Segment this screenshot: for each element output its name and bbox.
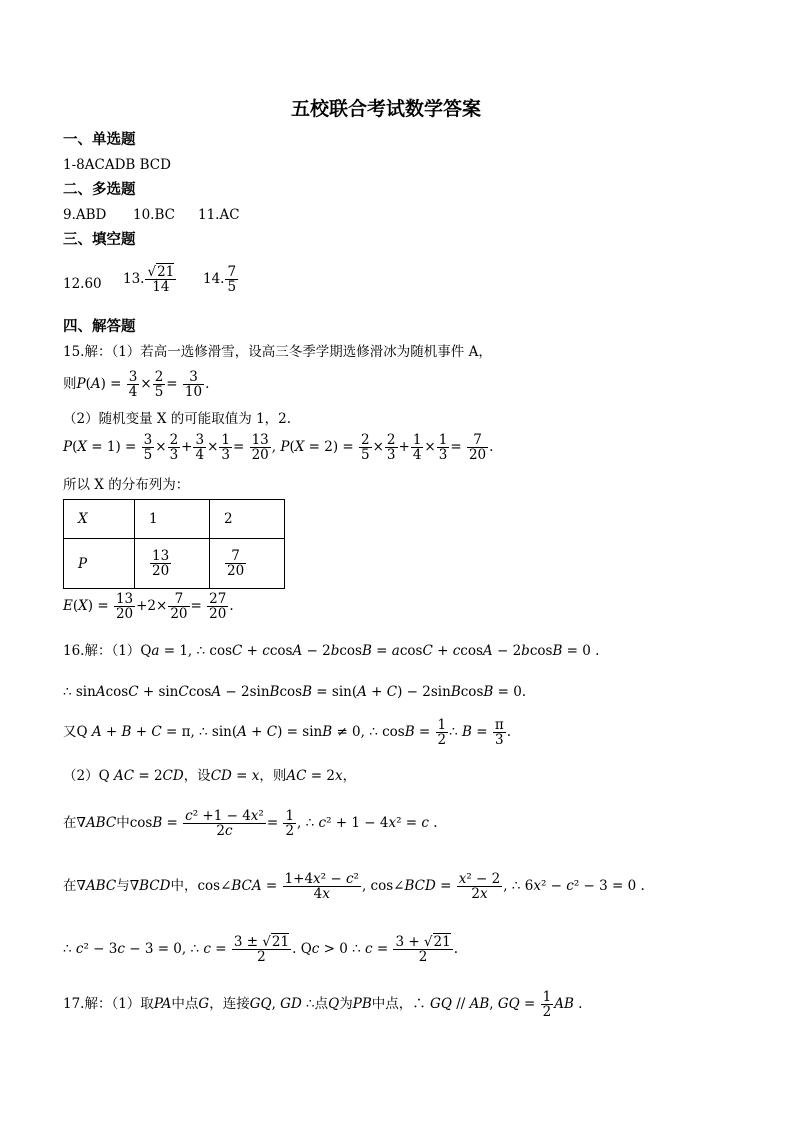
cell-numerator: 7	[225, 549, 246, 564]
table-cell	[210, 539, 285, 589]
answer-14-denominator: 5	[227, 279, 237, 296]
q16-line-4-mid2: ，则	[259, 768, 287, 784]
q16-line-3-prefix: 又	[63, 724, 77, 741]
q16-line-6-mid2: 中，	[170, 878, 198, 895]
table-header-cell: X	[64, 500, 135, 539]
table-row	[64, 539, 285, 589]
answer-13-numerator: 21	[157, 264, 175, 280]
q16-line-7-formula: ∴ c² − 3c − 3 = 0, ∴ c = $\frac{3 \pm √21}{2}$ . Qc > 0 ∴ c = $\frac{3 + √21}{2}$ .	[63, 934, 459, 966]
answer-13-fraction: $\frac{√21}{14}$	[147, 264, 175, 296]
q17-line-1-b: ，连接	[209, 996, 250, 1013]
q17-line-1-d: 为	[339, 996, 353, 1013]
q17-line-1-a: 中点	[171, 996, 199, 1013]
q15-expectation-formula: E(X) = $\frac{13}{20}$ +2× $\frac{7}{20}$ = $\frac{27}{20}$ .	[63, 591, 234, 623]
table-header-cell: 1	[135, 500, 210, 539]
answer-14-label: 14.	[203, 271, 225, 288]
table-row	[64, 500, 285, 539]
table-cell	[135, 539, 210, 589]
cell-denominator: 20	[152, 563, 170, 579]
q17-line-1-prefix: 17.解：（1）取	[63, 996, 154, 1013]
multi-choice-answer-10: 10.BC	[133, 207, 175, 223]
q17-line-1-c: 点	[314, 996, 329, 1013]
q15-line-2-prefix: 则	[63, 376, 77, 393]
q15-line-4-formula: P(X = 1) = $\frac{3}{5}$ × $\frac{2}{3}$ + $\frac{3}{4}$ × $\frac{1}{3}$ = $\frac{13}{20}$ , P(X = 2) = $\frac{2}{5}$ × $\frac{2}{3}$ + $\frac{1}{4}$ × $\frac{1}{3}$ = $\frac{7}{20}$ .	[63, 432, 494, 464]
table-header-cell: 2	[210, 500, 285, 539]
q15-line-3: （2）随机变量 X 的可能取值为 1，2.	[63, 411, 292, 427]
answer-13-denominator: 14	[152, 279, 170, 296]
multi-choice-answer-11: 11.AC	[198, 207, 240, 223]
q16-line-6: 在∇ABC与∇BCD中，cos∠BCA = $\frac{\text{1+4x² − c²}}{4x}$ , cos∠BCD = $\frac{\text{x² − 2}}{2x}$ , ∴ 6x² − c² − 3 = 0 .	[63, 871, 645, 903]
q15-line-1: 15.解：（1）若高一选修滑雪，设高三冬季学期选修滑冰为随机事件 A，	[63, 344, 492, 360]
q16-line-1: 16.解：（1）Qa = 1, ∴ cosC + ccosA − 2bcosB = acosC + ccosA − 2bcosB = 0 .	[63, 643, 600, 659]
q16-line-3: 又Q A + B + C = π, ∴ sin(A + C) = sinB ≠ 0, ∴ cosB = $\frac{1}{2}$ ∴ B = $\frac{\pi}{3}$ .	[63, 717, 512, 749]
page-title: 五校联合考试数学答案	[291, 98, 482, 120]
section-heading-single-choice: 一、单选题	[63, 131, 136, 148]
fill-blank-answer-13	[123, 265, 177, 294]
q17-line-1: 17.解：（1）取PA中点G，连接GQ, GD ∴点Q为PB中点，∴ GQ // AB, GQ = $\frac{1}{2}$ AB .	[63, 989, 583, 1021]
cell-numerator: 13	[152, 547, 170, 564]
q16-line-5-mid: 中	[116, 815, 130, 832]
q16-line-1-prefix: 16.解：（1）	[63, 643, 141, 659]
q16-line-5: 在∇ABC中cosB = $\frac{\text{c² +1 − 4x²}}{2c}$ = $\frac{1}{2}$ , ∴ c² + 1 − 4x² = c .	[63, 808, 438, 840]
q16-line-2-formula: ∴ sinAcosC + sinCcosA − 2sinBcosB = sin(A + C) − 2sinBcosB = 0.	[63, 684, 527, 700]
fill-blank-answer-12: 12.60	[63, 276, 102, 292]
q15-line-5: 所以 X 的分布列为：	[63, 477, 190, 493]
answer-13-label: 13.	[123, 271, 145, 288]
distribution-table	[63, 499, 285, 589]
q15-line-2: 则P(A) = $\frac{3}{4}$ × $\frac{2}{5}$ = $\frac{3}{10}$ .	[63, 369, 210, 401]
q16-line-4: （2）Q AC = 2CD，设CD = x，则AC = 2x，	[63, 768, 357, 784]
q16-line-4-mid: ，设	[183, 768, 211, 784]
answer-14-fraction	[225, 265, 238, 294]
answer-14-numerator: 7	[227, 264, 237, 280]
section-heading-solutions: 四、解答题	[63, 318, 136, 335]
fill-blank-answer-14	[203, 265, 239, 294]
table-row-label: P	[64, 539, 135, 589]
q16-line-4-prefix: （2）	[63, 768, 99, 784]
q17-line-1-e: 中点，	[371, 996, 413, 1013]
cell-denominator: 20	[227, 563, 245, 579]
q16-line-5-prefix: 在	[63, 815, 77, 832]
multi-choice-answer-9: 9.ABD	[63, 207, 107, 223]
q16-line-6-prefix: 在	[63, 878, 77, 895]
section-heading-multi-choice: 二、多选题	[63, 181, 136, 198]
q16-line-6-mid: 与	[116, 878, 130, 895]
section-heading-fill-blank: 三、填空题	[63, 231, 136, 248]
single-choice-answers: 1-8ACADB BCD	[63, 157, 171, 173]
